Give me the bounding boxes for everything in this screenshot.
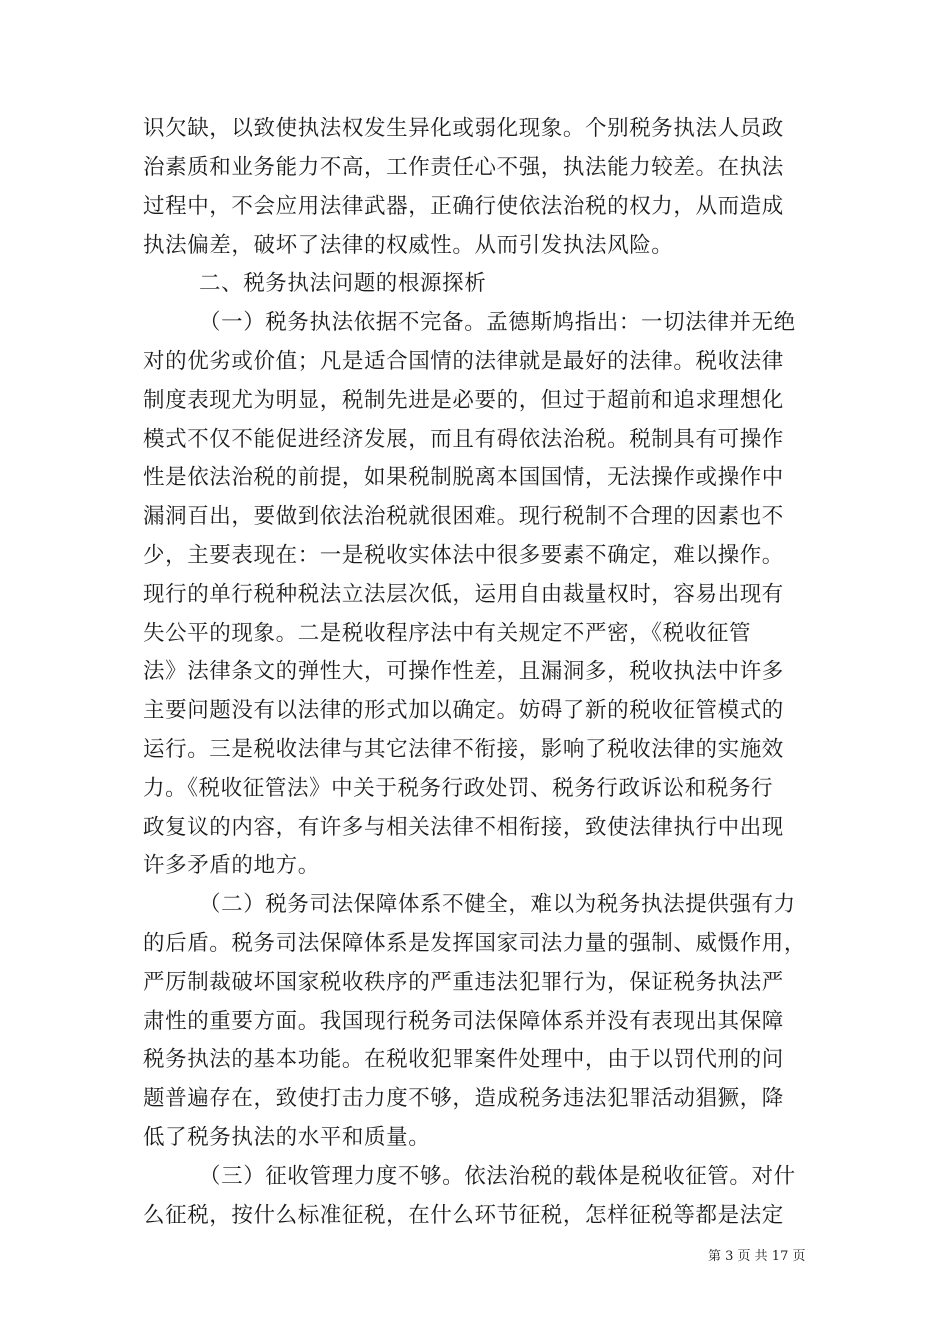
paragraph-first-line: （三）征收管理力度不够。依法治税的载体是税收征管。对什 <box>199 1164 796 1189</box>
text-line: 治素质和业务能力不高，工作责任心不强，执法能力较差。在执法 <box>143 155 784 180</box>
text-line: 题普遍存在，致使打击力度不够，造成税务违法犯罪活动猖獗，降 <box>143 1086 784 1111</box>
paragraph-first-line: （二）税务司法保障体系不健全，难以为税务执法提供强有力 <box>199 892 796 917</box>
text-line: 力。《税收征管法》中关于税务行政处罚、税务行政诉讼和税务行 <box>143 776 774 801</box>
text-line: 模式不仅不能促进经济发展，而且有碍依法治税。税制具有可操作 <box>143 427 784 452</box>
text-line: 许多矛盾的地方。 <box>143 853 320 878</box>
text-line: 低了税务执法的水平和质量。 <box>143 1125 431 1150</box>
text-line: 政复议的内容，有许多与相关法律不相衔接，致使法律执行中出现 <box>143 815 784 840</box>
text-line: 制度表现尤为明显，税制先进是必要的，但过于超前和追求理想化 <box>143 388 784 413</box>
section-heading: 二、税务执法问题的根源探析 <box>199 271 487 296</box>
text-line: 执法偏差，破坏了法律的权威性。从而引发执法风险。 <box>143 233 674 258</box>
page-number: 第 3 页 共 17 页 <box>708 1249 806 1264</box>
text-line: 现行的单行税种税法立法层次低，运用自由裁量权时，容易出现有 <box>143 582 784 607</box>
text-line: 失公平的现象。二是税收程序法中有关规定不严密，《税收征管 <box>143 621 752 646</box>
text-line: 税务执法的基本功能。在税收犯罪案件处理中，由于以罚代刑的问 <box>143 1047 784 1072</box>
text-line: 性是依法治税的前提，如果税制脱离本国国情，无法操作或操作中 <box>143 465 784 490</box>
text-line: 严厉制裁破坏国家税收秩序的严重违法犯罪行为，保证税务执法严 <box>143 970 784 995</box>
text-line: 识欠缺，以致使执法权发生异化或弱化现象。个别税务执法人员政 <box>143 116 784 141</box>
text-line: 的后盾。税务司法保障体系是发挥国家司法力量的强制、威慑作用， <box>143 931 807 956</box>
text-line: 法》法律条文的弹性大，可操作性差，且漏洞多，税收执法中许多 <box>143 659 784 684</box>
text-line: 么征税，按什么标准征税，在什么环节征税，怎样征税等都是法定 <box>143 1203 784 1228</box>
text-line: 主要问题没有以法律的形式加以确定。妨碍了新的税收征管模式的 <box>143 698 784 723</box>
text-line: 少，主要表现在：一是税收实体法中很多要素不确定，难以操作。 <box>143 543 784 568</box>
text-line: 运行。三是税收法律与其它法律不衔接，影响了税收法律的实施效 <box>143 737 784 762</box>
text-line: 过程中，不会应用法律武器，正确行使依法治税的权力，从而造成 <box>143 194 784 219</box>
text-line: 对的优劣或价值；凡是适合国情的法律就是最好的法律。税收法律 <box>143 349 784 374</box>
paragraph-first-line: （一）税务执法依据不完备。孟德斯鸠指出：一切法律并无绝 <box>199 310 796 335</box>
text-line: 漏洞百出，要做到依法治税就很困难。现行税制不合理的因素也不 <box>143 504 784 529</box>
text-line: 肃性的重要方面。我国现行税务司法保障体系并没有表现出其保障 <box>143 1009 784 1034</box>
